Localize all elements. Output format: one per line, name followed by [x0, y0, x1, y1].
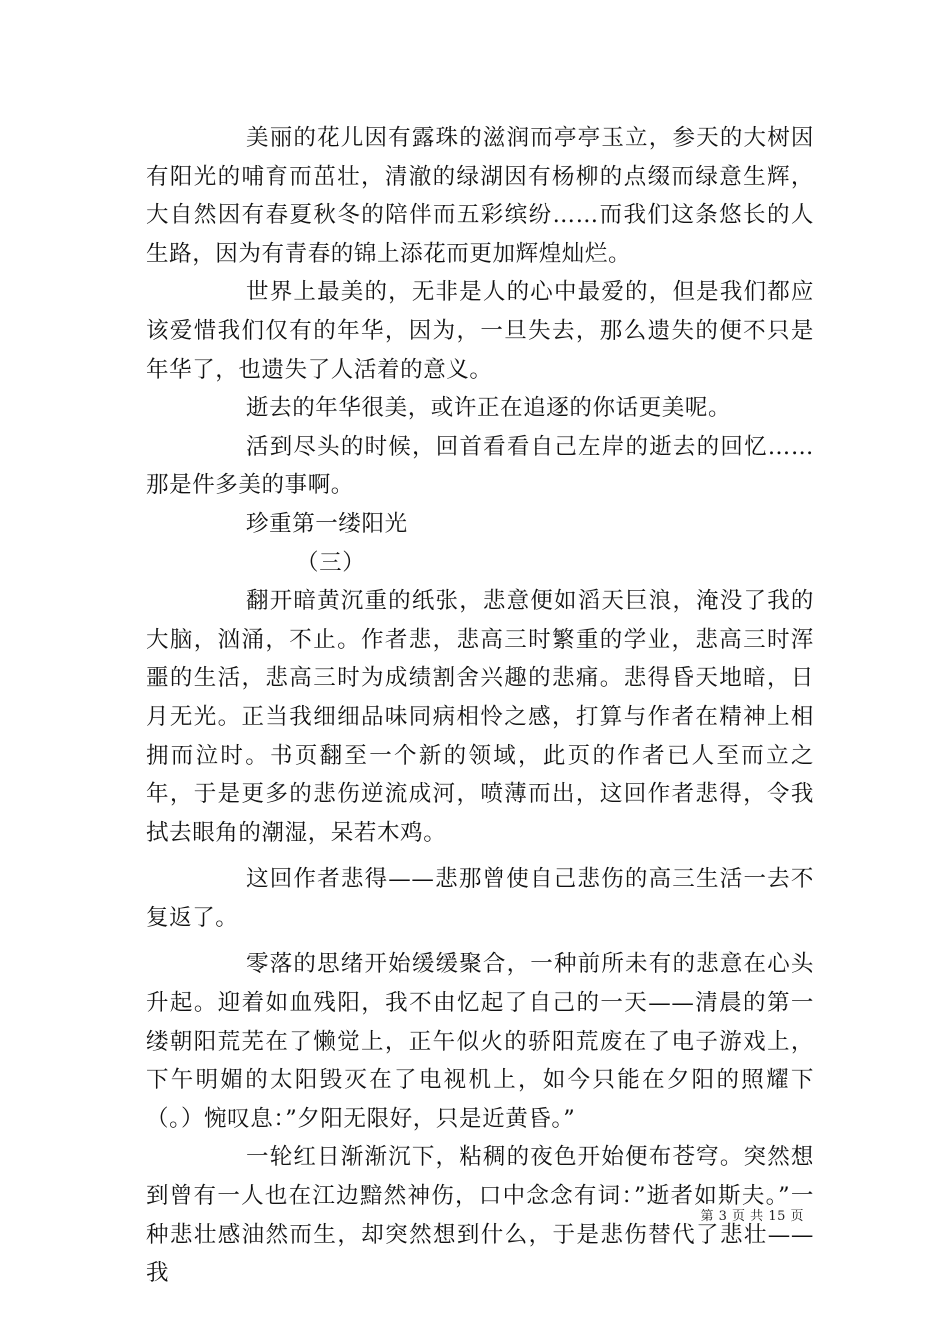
- section-title: 珍重第一缕阳光: [246, 510, 408, 537]
- paragraph-red-sun: 一轮红日渐渐沉下，粘稠的夜色开始便布苍穹。突然想到曾有一人也在江边黯然神伤，口中念念有词：”逝者如斯夫。”一种悲壮感油然而生，却突然想到什么，于是悲伤替代了悲壮——我: [146, 1144, 814, 1287]
- paragraph-looking-back: 活到尽头的时候，回首看看自己左岸的逝去的回忆……那是件多美的事啊。: [146, 433, 814, 499]
- paragraph-author-grief: 这回作者悲得——悲那曾使自己悲伤的高三生活一去不复返了。: [146, 866, 814, 931]
- paragraph-scattered-thoughts: 零落的思绪开始缓缓聚合，一种前所未有的悲意在心头升起。迎着如血残阳，我不由忆起了自己的一天——清晨的第一缕朝阳荒芜在了懒觉上，正午似火的骄阳荒废在了电子游戏上，下午明媚的太阳毁灭在了电视机上，如今只能在夕阳的照耀下（。）惋叹息：”夕阳无限好，只是近黄昏。”: [146, 951, 814, 1132]
- document-body: [146, 119, 814, 1293]
- paragraph-cherish-youth: 世界上最美的，无非是人的心中最爱的，但是我们都应该爱惜我们仅有的年华，因为，一旦失去，那么遗失的便不只是年华了，也遗失了人活着的意义。: [146, 279, 814, 383]
- paragraph-yellow-pages: 翻开暗黄沉重的纸张，悲意便如滔天巨浪，淹没了我的大脑，汹涌，不止。作者悲，悲高三时繁重的学业，悲高三时浑噩的生活，悲高三时为成绩割舍兴趣的悲痛。悲得昏天地暗，日月无光。正当我细细品味同病相怜之感，打算与作者在精神上相拥而泣时。书页翻至一个新的领域，此页的作者已人至而立之年，于是更多的悲伤逆流成河，喷薄而出，这回作者悲得，令我拭去眼角的潮湿，呆若木鸡。: [146, 588, 814, 846]
- section-number: （三）: [296, 549, 366, 576]
- page-number-footer: 第 3 页 共 15 页: [700, 1209, 804, 1224]
- paragraph-flowers: 美丽的花儿因有露珠的滋润而亭亭玉立，参天的大树因有阳光的哺育而茁壮，清澈的绿湖因有杨柳的点缀而绿意生辉，大自然因有春夏秋冬的陪伴而五彩缤纷……而我们这条悠长的人生路，因为有青春的锦上添花而更加辉煌灿烂。: [146, 125, 814, 267]
- paragraph-past-years: 逝去的年华很美，或许正在追逐的你话更美呢。: [246, 395, 732, 422]
